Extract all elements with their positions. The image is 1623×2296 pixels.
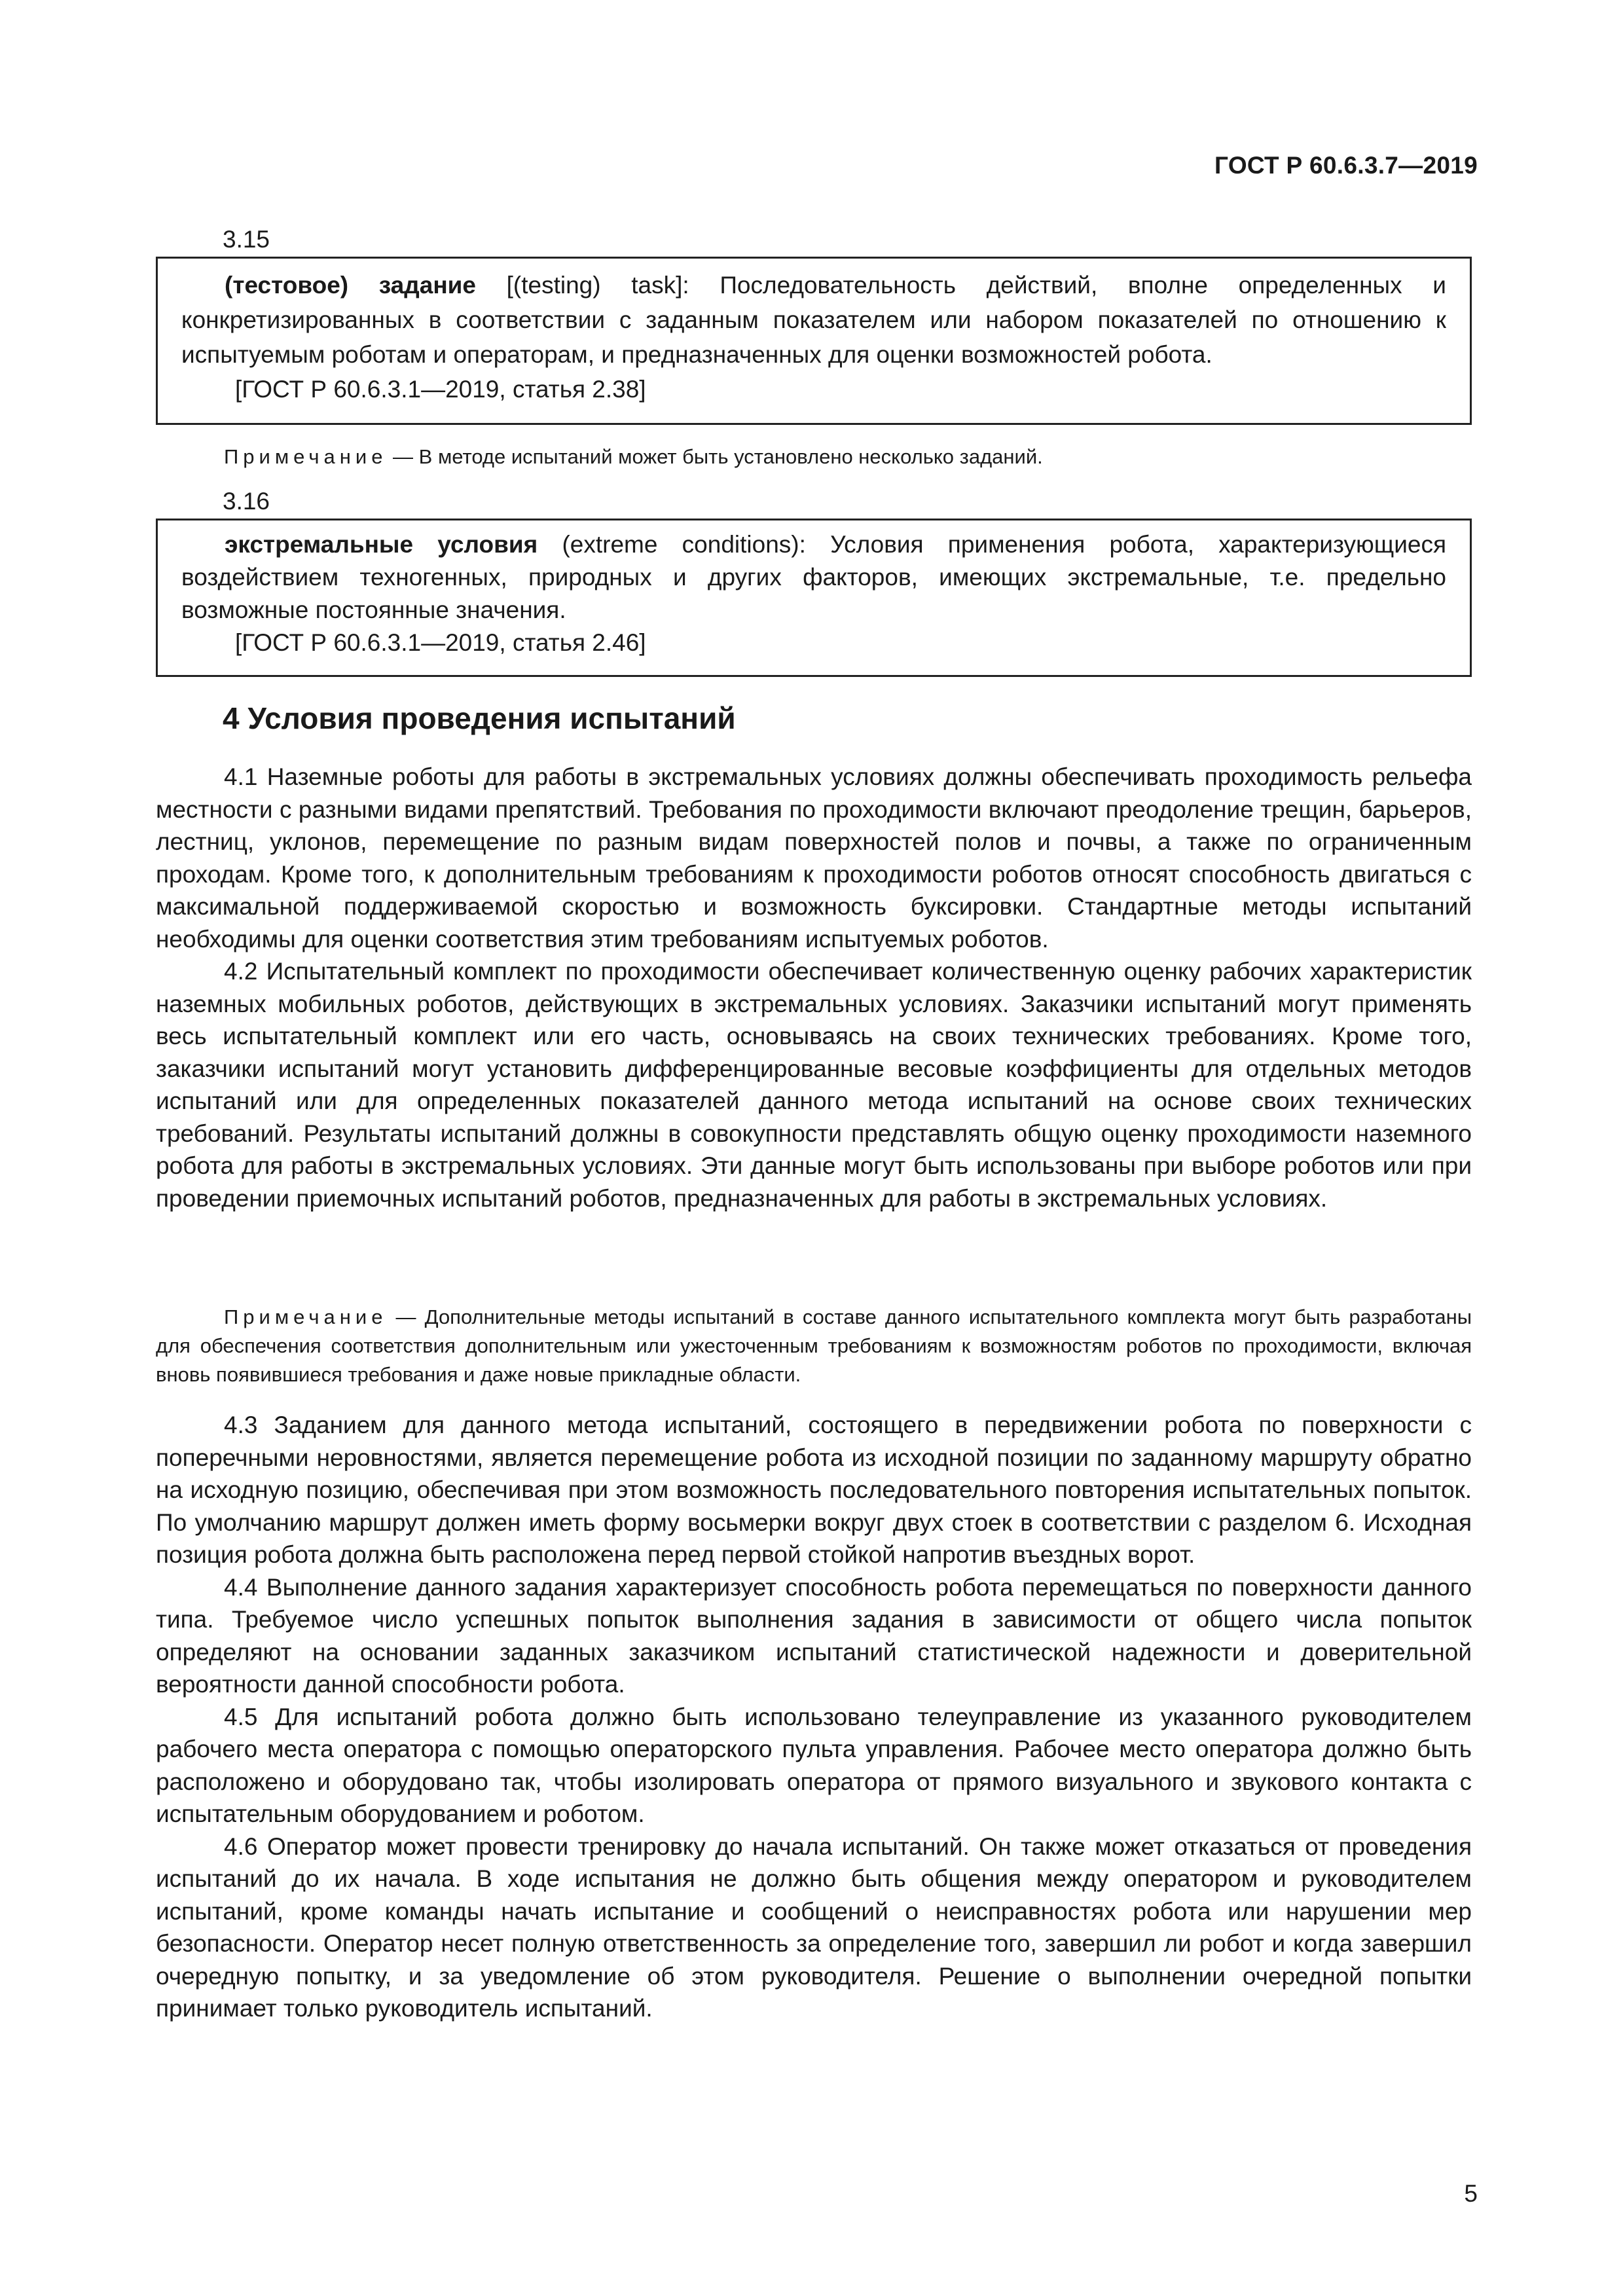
term-number: 3.15 (223, 226, 270, 253)
term-name: экстремальные условия (225, 531, 538, 558)
term-source: [ГОСТ Р 60.6.3.1—2019, статья 2.46] (235, 629, 646, 656)
section-body-a (156, 761, 1472, 1214)
document-header: ГОСТ Р 60.6.3.7—2019 (1214, 152, 1478, 179)
section-note (156, 1303, 1472, 1389)
paragraph: 4.6 Оператор может провести тренировку до начала испытаний. Он также может отказаться от проведения испытаний до их начала. В ходе испытания не должно быть общения между оператором и руководителем испытаний, кроме команды начать испытание и сообщений о неисправностях робота или нарушении мер безопасности. Оператор несет полную ответственность за определение того, завершил ли робот и когда завершил очередную попытку, и за уведомление об этом руководителя. Решение о выполнении очередной попытки принимает только руководитель испытаний. (156, 1832, 1472, 2022)
term-box (156, 257, 1472, 425)
paragraph: 4.5 Для испытаний робота должно быть использовано телеуправление из указанного руководителем рабочего места оператора с помощью операторского пульта управления. Рабочее место оператора должно быть расположено и оборудовано так, чтобы изолировать оператора от прямого визуального и звукового контакта с испытательным оборудованием и роботом. (156, 1703, 1472, 1827)
term-note (156, 443, 1472, 471)
note-label: Примечание (224, 1305, 388, 1328)
page-number: 5 (1464, 2180, 1478, 2207)
paragraph: 4.2 Испытательный комплект по проходимости обеспечивает количественную оценку рабочих характеристик наземных мобильных роботов, действующих в экстремальных условиях. Заказчики испытаний могут применять весь испытательный комплект или его часть, основываясь на своих технических требованиях. Кроме того, заказчики испытаний могут установить дифференцированные весовые коэффициенты для отдельных методов испытаний или для определенных показателей данного метода испытаний на основе своих технических требований. Результаты испытаний должны в совокупности представлять общую оценку проходимости наземного робота для работы в экстремальных условиях. Эти данные могут быть использованы при выборе роботов или при проведении приемочных испытаний роботов, предназначенных для работы в экстремальных условиях. (156, 958, 1472, 1212)
note-text: — В методе испытаний может быть установлено несколько заданий. (387, 445, 1043, 468)
section-title: 4 Условия проведения испытаний (223, 701, 736, 735)
note-text: — Дополнительные методы испытаний в составе данного испытательного комплекта могут быть разработаны для обеспечения соответствия дополнительным или ужесточенным требованиям к возможностям роботов по проходимости, включая вновь появившиеся требования и даже новые прикладные области. (156, 1305, 1472, 1386)
paragraph: 4.3 Заданием для данного метода испытаний, состоящего в передвижении робота по поверхности с поперечными неровностями, является перемещение робота из исходной позиции по заданному маршруту обратно на исходную позицию, обеспечивая при этом возможность последовательного повторения испытательных попыток. По умолчанию маршрут должен иметь форму восьмерки вокруг двух стоек в соответствии с разделом 6. Исходная позиция робота должна быть расположена перед первой стойкой напротив въездных ворот. (156, 1412, 1472, 1568)
section-body-b (156, 1409, 1472, 2025)
term-source: [ГОСТ Р 60.6.3.1—2019, статья 2.38] (235, 376, 646, 403)
term-definition (181, 528, 1446, 627)
term-definition-text: (extreme conditions): Условия применения робота, характеризующиеся воздействием техногенных, природных и других факторов, имеющих экстремальные, т.е. предельно возможные постоянные значения. (181, 531, 1446, 623)
term-box (156, 519, 1472, 677)
term-definition-text: [(testing) task]: Последовательность действий, вполне определенных и конкретизированных в соответствии с заданным показателем или набором показателей по отношению к испытуемым роботам и операторам, и предназначенных для оценки возможностей робота. (181, 272, 1446, 368)
term-name: (тестовое) задание (225, 272, 476, 299)
term-number: 3.16 (223, 488, 270, 515)
paragraph: 4.1 Наземные роботы для работы в экстремальных условиях должны обеспечивать проходимость рельефа местности с разными видами препятствий. Требования по проходимости включают преодоление трещин, барьеров, лестниц, уклонов, перемещение по разным видам поверхностей полов и почвы, а также по ограниченным проходам. Кроме того, к дополнительным требованиям к проходимости роботов относят способность двигаться с максимальной поддерживаемой скоростью и возможность буксировки. Стандартные методы испытаний необходимы для оценки соответствия этим требованиям испытуемых роботов. (156, 763, 1472, 953)
paragraph: 4.4 Выполнение данного задания характеризует способность робота перемещаться по поверхности данного типа. Требуемое число успешных попыток выполнения задания в зависимости от общего числа попыток определяют на основании заданных заказчиком испытаний статистической надежности и доверительной вероятности данной способности робота. (156, 1573, 1472, 1698)
term-definition (181, 268, 1446, 372)
note-label: Примечание (224, 445, 388, 468)
